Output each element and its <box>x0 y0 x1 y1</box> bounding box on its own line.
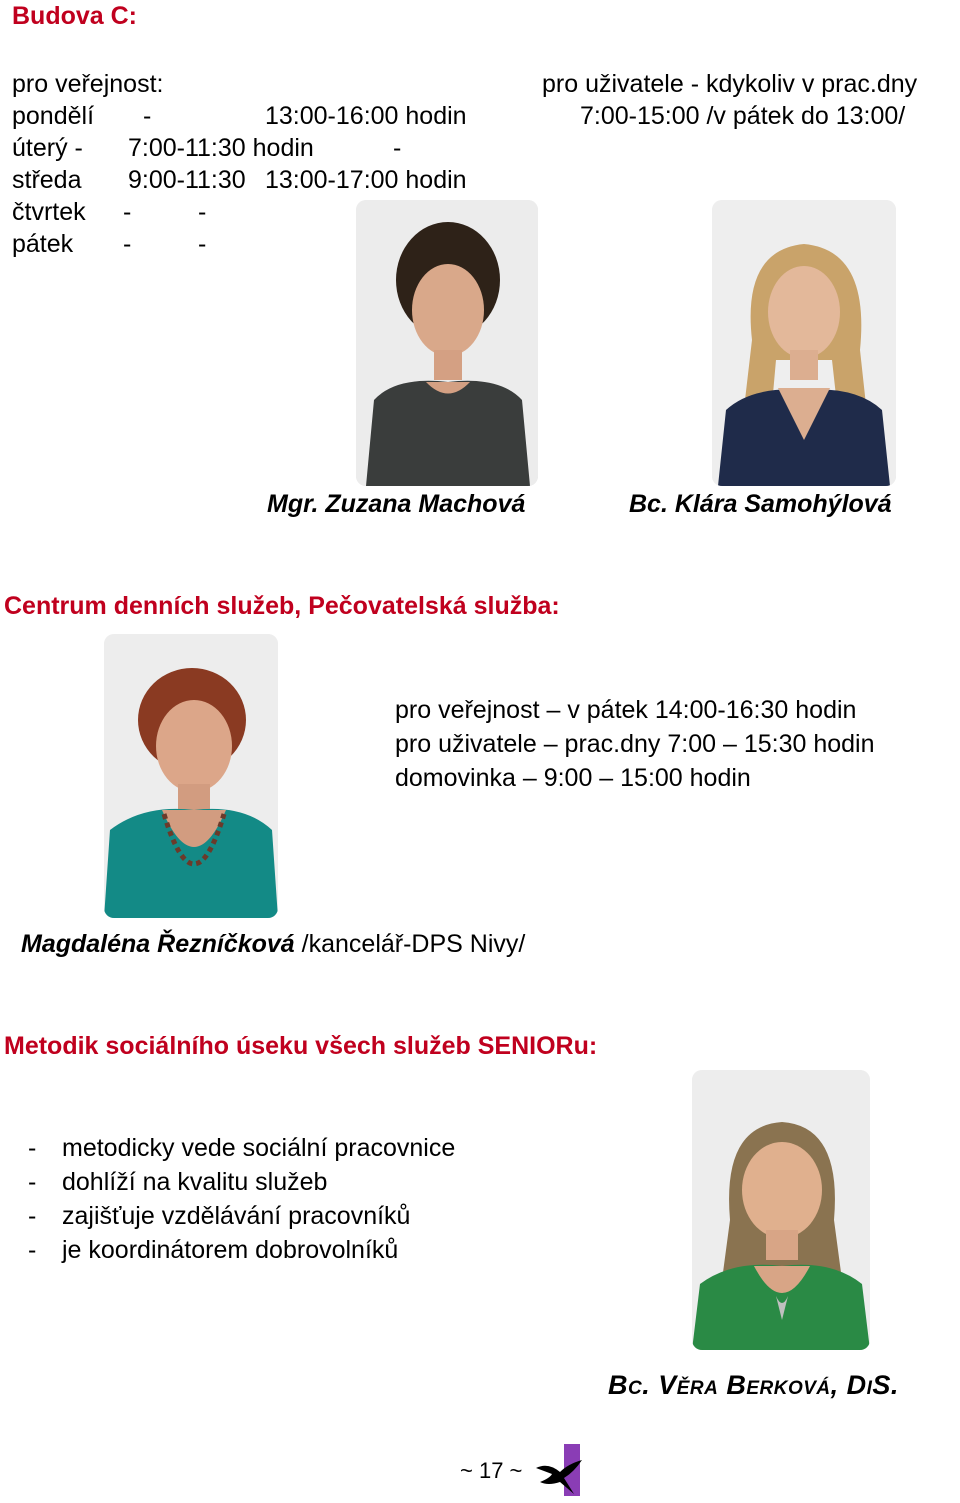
duty-bullet: - <box>28 1168 37 1196</box>
schedule-afternoon: - <box>198 230 207 258</box>
duty-bullet: - <box>28 1134 37 1162</box>
staff-name: Mgr. Zuzana Machová <box>267 490 526 518</box>
schedule-afternoon: 13:00-17:00 hodin <box>265 166 467 194</box>
staff-name: Magdaléna Řezníčková <box>21 930 295 958</box>
staff-caption <box>21 930 525 959</box>
service-hours-line: domovinka – 9:00 – 15:00 hodin <box>395 764 751 792</box>
staff-photo <box>104 634 278 918</box>
schedule-day: pondělí <box>12 102 95 130</box>
schedule-day: středa <box>12 166 82 194</box>
schedule-day: úterý - <box>12 134 83 162</box>
staff-photo <box>712 200 896 486</box>
schedule-afternoon: - <box>198 198 207 226</box>
schedule-users: 7:00-15:00 /v pátek do 13:00/ <box>580 102 906 130</box>
service-hours-line: pro veřejnost – v pátek 14:00-16:30 hodin <box>395 696 857 724</box>
duty-bullet: - <box>28 1236 37 1264</box>
staff-location: /kancelář-DPS Nivy/ <box>294 930 526 958</box>
schedule-morning: - <box>143 102 152 130</box>
service-hours-line: pro uživatele – prac.dny 7:00 – 15:30 hodin <box>395 730 875 758</box>
staff-name: Bc. Věra Berková, DiS. <box>608 1370 899 1400</box>
schedule-day: čtvrtek <box>12 198 86 226</box>
public-hours-label: pro veřejnost: <box>12 70 164 98</box>
schedule-afternoon: 13:00-16:00 hodin <box>265 102 467 130</box>
schedule-day: pátek <box>12 230 74 258</box>
schedule-morning: - <box>123 198 132 226</box>
schedule-morning: 9:00-11:30 <box>128 166 246 194</box>
schedule-morning: 7:00-11:30 hodin <box>128 134 314 162</box>
schedule-morning: - <box>123 230 132 258</box>
page-number: ~ 17 ~ <box>460 1458 523 1483</box>
duty-item: je koordinátorem dobrovolníků <box>62 1236 399 1264</box>
staff-photo <box>692 1070 870 1350</box>
duty-item: zajišťuje vzdělávání pracovníků <box>62 1202 411 1230</box>
methodologist-heading: Metodik sociálního úseku všech služeb SENIORu: <box>4 1032 598 1060</box>
swallow-logo-icon <box>534 1442 586 1498</box>
staff-photo <box>356 200 538 486</box>
duty-item: dohlíží na kvalitu služeb <box>62 1168 328 1196</box>
duty-item: metodicky vede sociální pracovnice <box>62 1134 456 1162</box>
day-services-heading: Centrum denních služeb, Pečovatelská služba: <box>4 592 560 620</box>
users-hours-label: pro uživatele - kdykoliv v prac.dny <box>542 70 918 98</box>
duty-bullet: - <box>28 1202 37 1230</box>
building-c-heading: Budova C: <box>12 2 137 30</box>
staff-name: Bc. Klára Samohýlová <box>629 490 892 518</box>
schedule-afternoon: - <box>393 134 402 162</box>
